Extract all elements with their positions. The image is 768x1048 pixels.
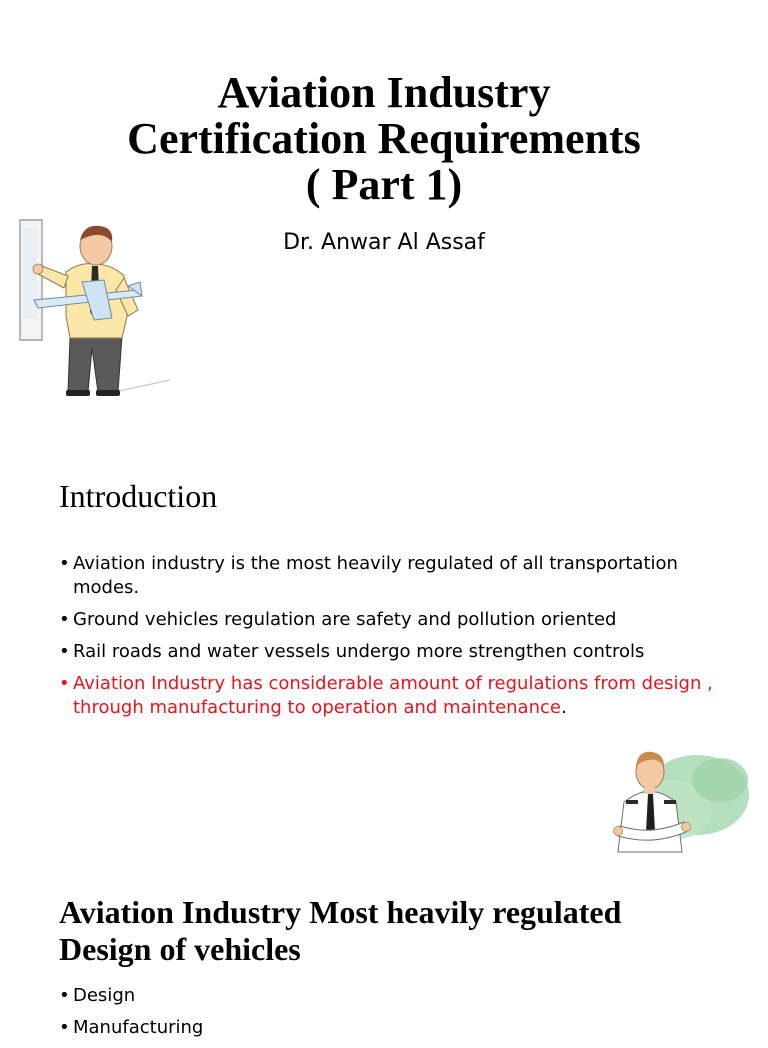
title-slide — [0, 0, 768, 432]
list-item — [59, 608, 729, 632]
list-item — [59, 640, 729, 664]
author-name: Dr. Anwar Al Assaf — [283, 230, 485, 255]
bullet-list — [59, 984, 729, 1048]
regulation-slide — [0, 880, 768, 1038]
bullet-list — [59, 552, 729, 728]
heading-line-2: Design of vehicles — [59, 931, 301, 967]
bullet-text: Design — [73, 985, 136, 1006]
pilot-illustration — [602, 740, 752, 860]
list-item — [59, 552, 729, 600]
title-line-1: Aviation Industry — [217, 68, 551, 117]
bullet-text: Rail roads and water vessels undergo more strengthen controls — [73, 641, 645, 662]
title-line-3: ( Part 1) — [305, 160, 463, 209]
bullet-text: Aviation industry is the most heavily regulated of all transportation modes. — [73, 553, 678, 598]
bullet-marker: • — [59, 985, 70, 1006]
section-heading: Introduction — [59, 478, 218, 514]
heading-line-1: Aviation Industry Most heavily regulated — [59, 894, 622, 930]
presenter-illustration — [20, 220, 172, 398]
bullet-text: Ground vehicles regulation are safety and pollution oriented — [73, 609, 617, 630]
list-item — [59, 1016, 729, 1040]
bullet-marker: • — [59, 673, 70, 694]
bullet-marker: • — [59, 609, 70, 630]
list-item — [59, 672, 729, 720]
list-item — [59, 984, 729, 1008]
slide-title — [0, 70, 768, 208]
slide-heading — [59, 894, 621, 968]
bullet-marker: • — [59, 641, 70, 662]
title-line-2: Certification Requirements — [127, 114, 641, 163]
bullet-marker: • — [59, 1017, 70, 1038]
bullet-trailing-period: . — [560, 697, 567, 718]
bullet-text: Manufacturing — [73, 1017, 204, 1038]
bullet-marker: • — [59, 553, 70, 574]
highlighted-bullet-text: Aviation Industry has considerable amount of regulations from design , through manufacturing to operation and maintenance — [73, 673, 713, 718]
introduction-slide — [0, 440, 768, 872]
